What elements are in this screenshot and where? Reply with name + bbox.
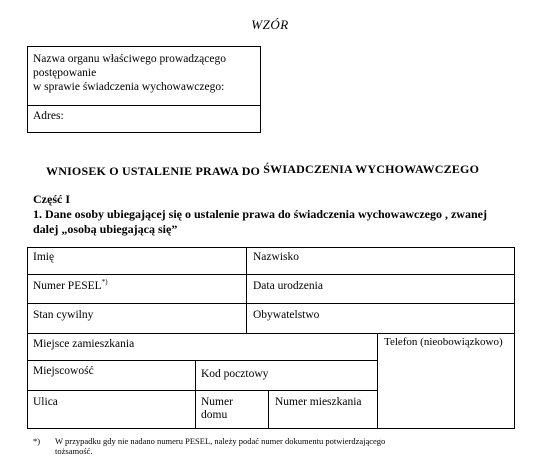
organ-name-line-3: w sprawie świadczenia wychowawczego: (33, 81, 225, 93)
row-divider-3 (27, 333, 515, 334)
field-data-urodzenia[interactable]: Data urodzenia (253, 280, 323, 292)
footnote (33, 436, 513, 456)
organ-name-label (33, 52, 258, 94)
organ-box-divider (28, 105, 260, 106)
organ-name-line-2: postępowanie (33, 67, 97, 79)
field-nazwisko[interactable]: Nazwisko (253, 251, 299, 263)
col-divider-main (246, 247, 247, 333)
section-heading-line-2: dalej „osobą ubiegającą się” (33, 222, 178, 236)
section-heading-line-1: 1. Dane osoby ubiegającej się o ustalenie prawa do świadczenia wychowawczego , zwanej (33, 207, 487, 221)
document-label-wzor: WZÓR (251, 17, 289, 32)
table-border-bottom (27, 428, 515, 429)
row-divider-4 (27, 360, 378, 361)
footnote-mark: *) (33, 436, 41, 446)
row-divider-5 (27, 390, 378, 391)
field-numer-domu[interactable] (201, 396, 233, 422)
col-divider-telefon (377, 333, 378, 429)
footnote-text-line-2: tożsamość. (55, 446, 93, 456)
field-miejsce-zamieszkania-header: Miejsce zamieszkania (33, 338, 135, 350)
field-miejscowosc[interactable]: Miejscowość (33, 365, 94, 377)
footnote-text-line-1: W przypadku gdy nie nadano numeru PESEL, należy podać numer dokumentu potwierdzającego (55, 436, 386, 446)
section-heading (33, 207, 513, 237)
field-obywatelstwo[interactable]: Obywatelstwo (253, 309, 320, 321)
form-title (46, 164, 479, 179)
field-ulica[interactable]: Ulica (33, 396, 58, 408)
form-title-part-1: WNIOSEK O USTALENIE PRAWA DO (46, 164, 261, 178)
field-imie[interactable]: Imię (33, 251, 55, 263)
field-kod-pocztowy[interactable]: Kod pocztowy (201, 368, 269, 380)
field-telefon[interactable]: Telefon (nieobowiązkowo) (384, 336, 503, 348)
row-divider-2 (27, 303, 515, 304)
organ-address-label: Adres: (33, 110, 64, 122)
form-title-part-2: ŚWIADCZENIA WYCHOWAWCZEGO (263, 162, 480, 176)
field-stan-cywilny[interactable]: Stan cywilny (33, 309, 94, 321)
field-numer-domu-line-1: Numer (201, 396, 233, 408)
field-numer-domu-line-2: domu (201, 409, 228, 421)
section-part-label: Część I (33, 192, 70, 206)
organ-name-line-1: Nazwa organu właściwego prowadzącego (33, 53, 226, 65)
footnote-mark-pesel: *) (101, 278, 108, 287)
field-pesel-label: Numer PESEL (33, 280, 102, 292)
row-divider-1 (27, 274, 515, 275)
col-divider-kod (195, 360, 196, 429)
col-divider-mieszkania (268, 390, 269, 429)
field-pesel[interactable] (33, 280, 108, 293)
table-border-top (27, 247, 515, 248)
field-numer-mieszkania[interactable]: Numer mieszkania (275, 396, 362, 408)
